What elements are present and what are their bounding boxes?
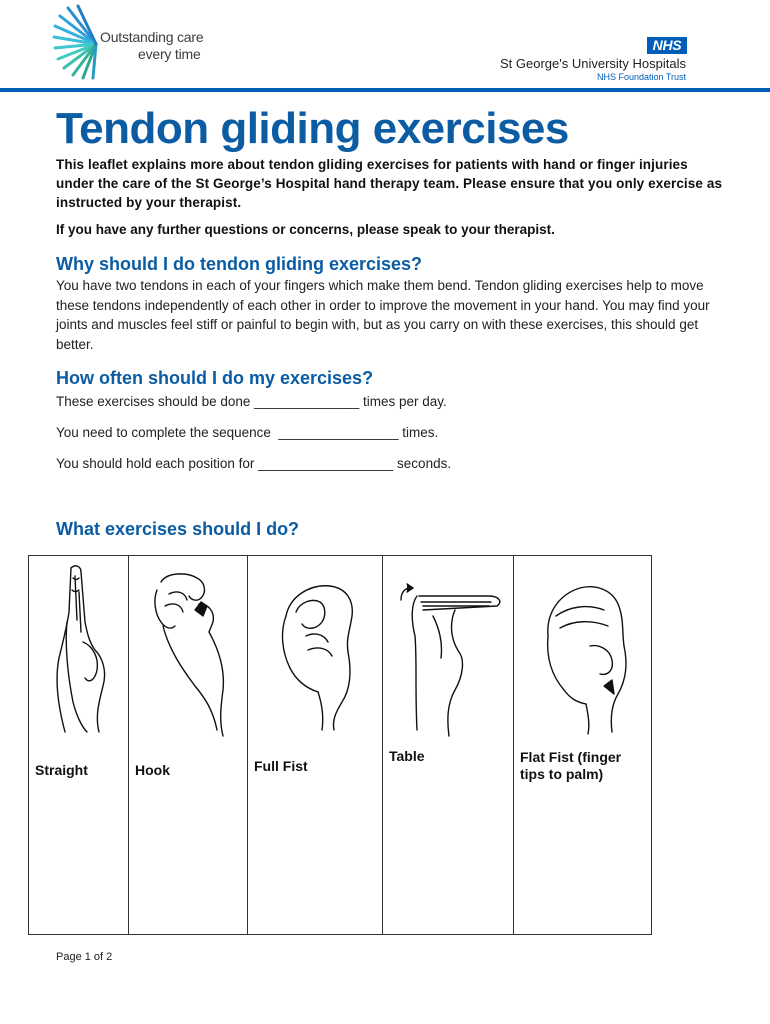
page-title: Tendon gliding exercises (56, 104, 569, 153)
exercise-cell-hook (129, 556, 248, 934)
header-divider (0, 88, 770, 92)
table-hand-icon (393, 580, 509, 740)
straight-hand-icon (37, 562, 123, 742)
section-text-why: You have two tendons in each of your fingers which make them bend. Tendon gliding exercises help to move these tendons independently of each other in order to improve the movement in your hand. You may find your joints and muscles feel stiff or painful to begin with, but as you carry on with these exercises, this should get better. (56, 278, 710, 352)
contact-paragraph: If you have any further questions or concerns, please speak to your therapist. (56, 222, 555, 237)
frequency-line-sequence: You need to complete the sequence ________________ times. (56, 425, 439, 440)
exercise-label-straight: Straight (35, 762, 88, 778)
full-fist-icon (266, 572, 366, 732)
exercise-label-hook: Hook (135, 762, 170, 778)
exercise-label-full-fist: Full Fist (254, 758, 308, 774)
tagline-line-2: every time (138, 46, 201, 62)
trust-name: St George's University Hospitals (500, 56, 686, 71)
trust-subtitle: NHS Foundation Trust (596, 72, 686, 82)
exercise-cell-table (383, 556, 514, 934)
frequency-line-hold: You should hold each position for __________________ seconds. (56, 456, 452, 471)
exercise-label-table: Table (389, 748, 425, 764)
nhs-logo: NHS (647, 37, 687, 54)
intro-paragraph: This leaflet explains more about tendon gliding exercises for patients with hand or finger injuries under the care of the St George’s Hospital hand therapy team. Please ensure that you only exercise as instructed by your therapist. (56, 157, 723, 210)
section-heading-how-often: How often should I do my exercises? (56, 368, 374, 388)
exercise-label-flat-fist: Flat Fist (finger tips to palm) (520, 749, 622, 782)
sunburst-logo-icon (52, 4, 104, 80)
exercise-table (28, 555, 652, 935)
frequency-line-times-per-day: These exercises should be done ______________ times per day. (56, 394, 447, 409)
page-header (0, 0, 770, 92)
section-heading-why: Why should I do tendon gliding exercises? (56, 254, 423, 274)
section-heading-what-exercises: What exercises should I do? (56, 519, 300, 539)
exercise-cell-full-fist (248, 556, 383, 934)
page-number: Page 1 of 2 (56, 951, 113, 963)
exercise-cell-flat-fist (514, 556, 651, 934)
tagline-line-1: Outstanding care (100, 29, 204, 45)
flat-fist-icon (530, 576, 638, 736)
exercise-cell-straight (29, 556, 129, 934)
hook-fist-icon (143, 570, 239, 742)
